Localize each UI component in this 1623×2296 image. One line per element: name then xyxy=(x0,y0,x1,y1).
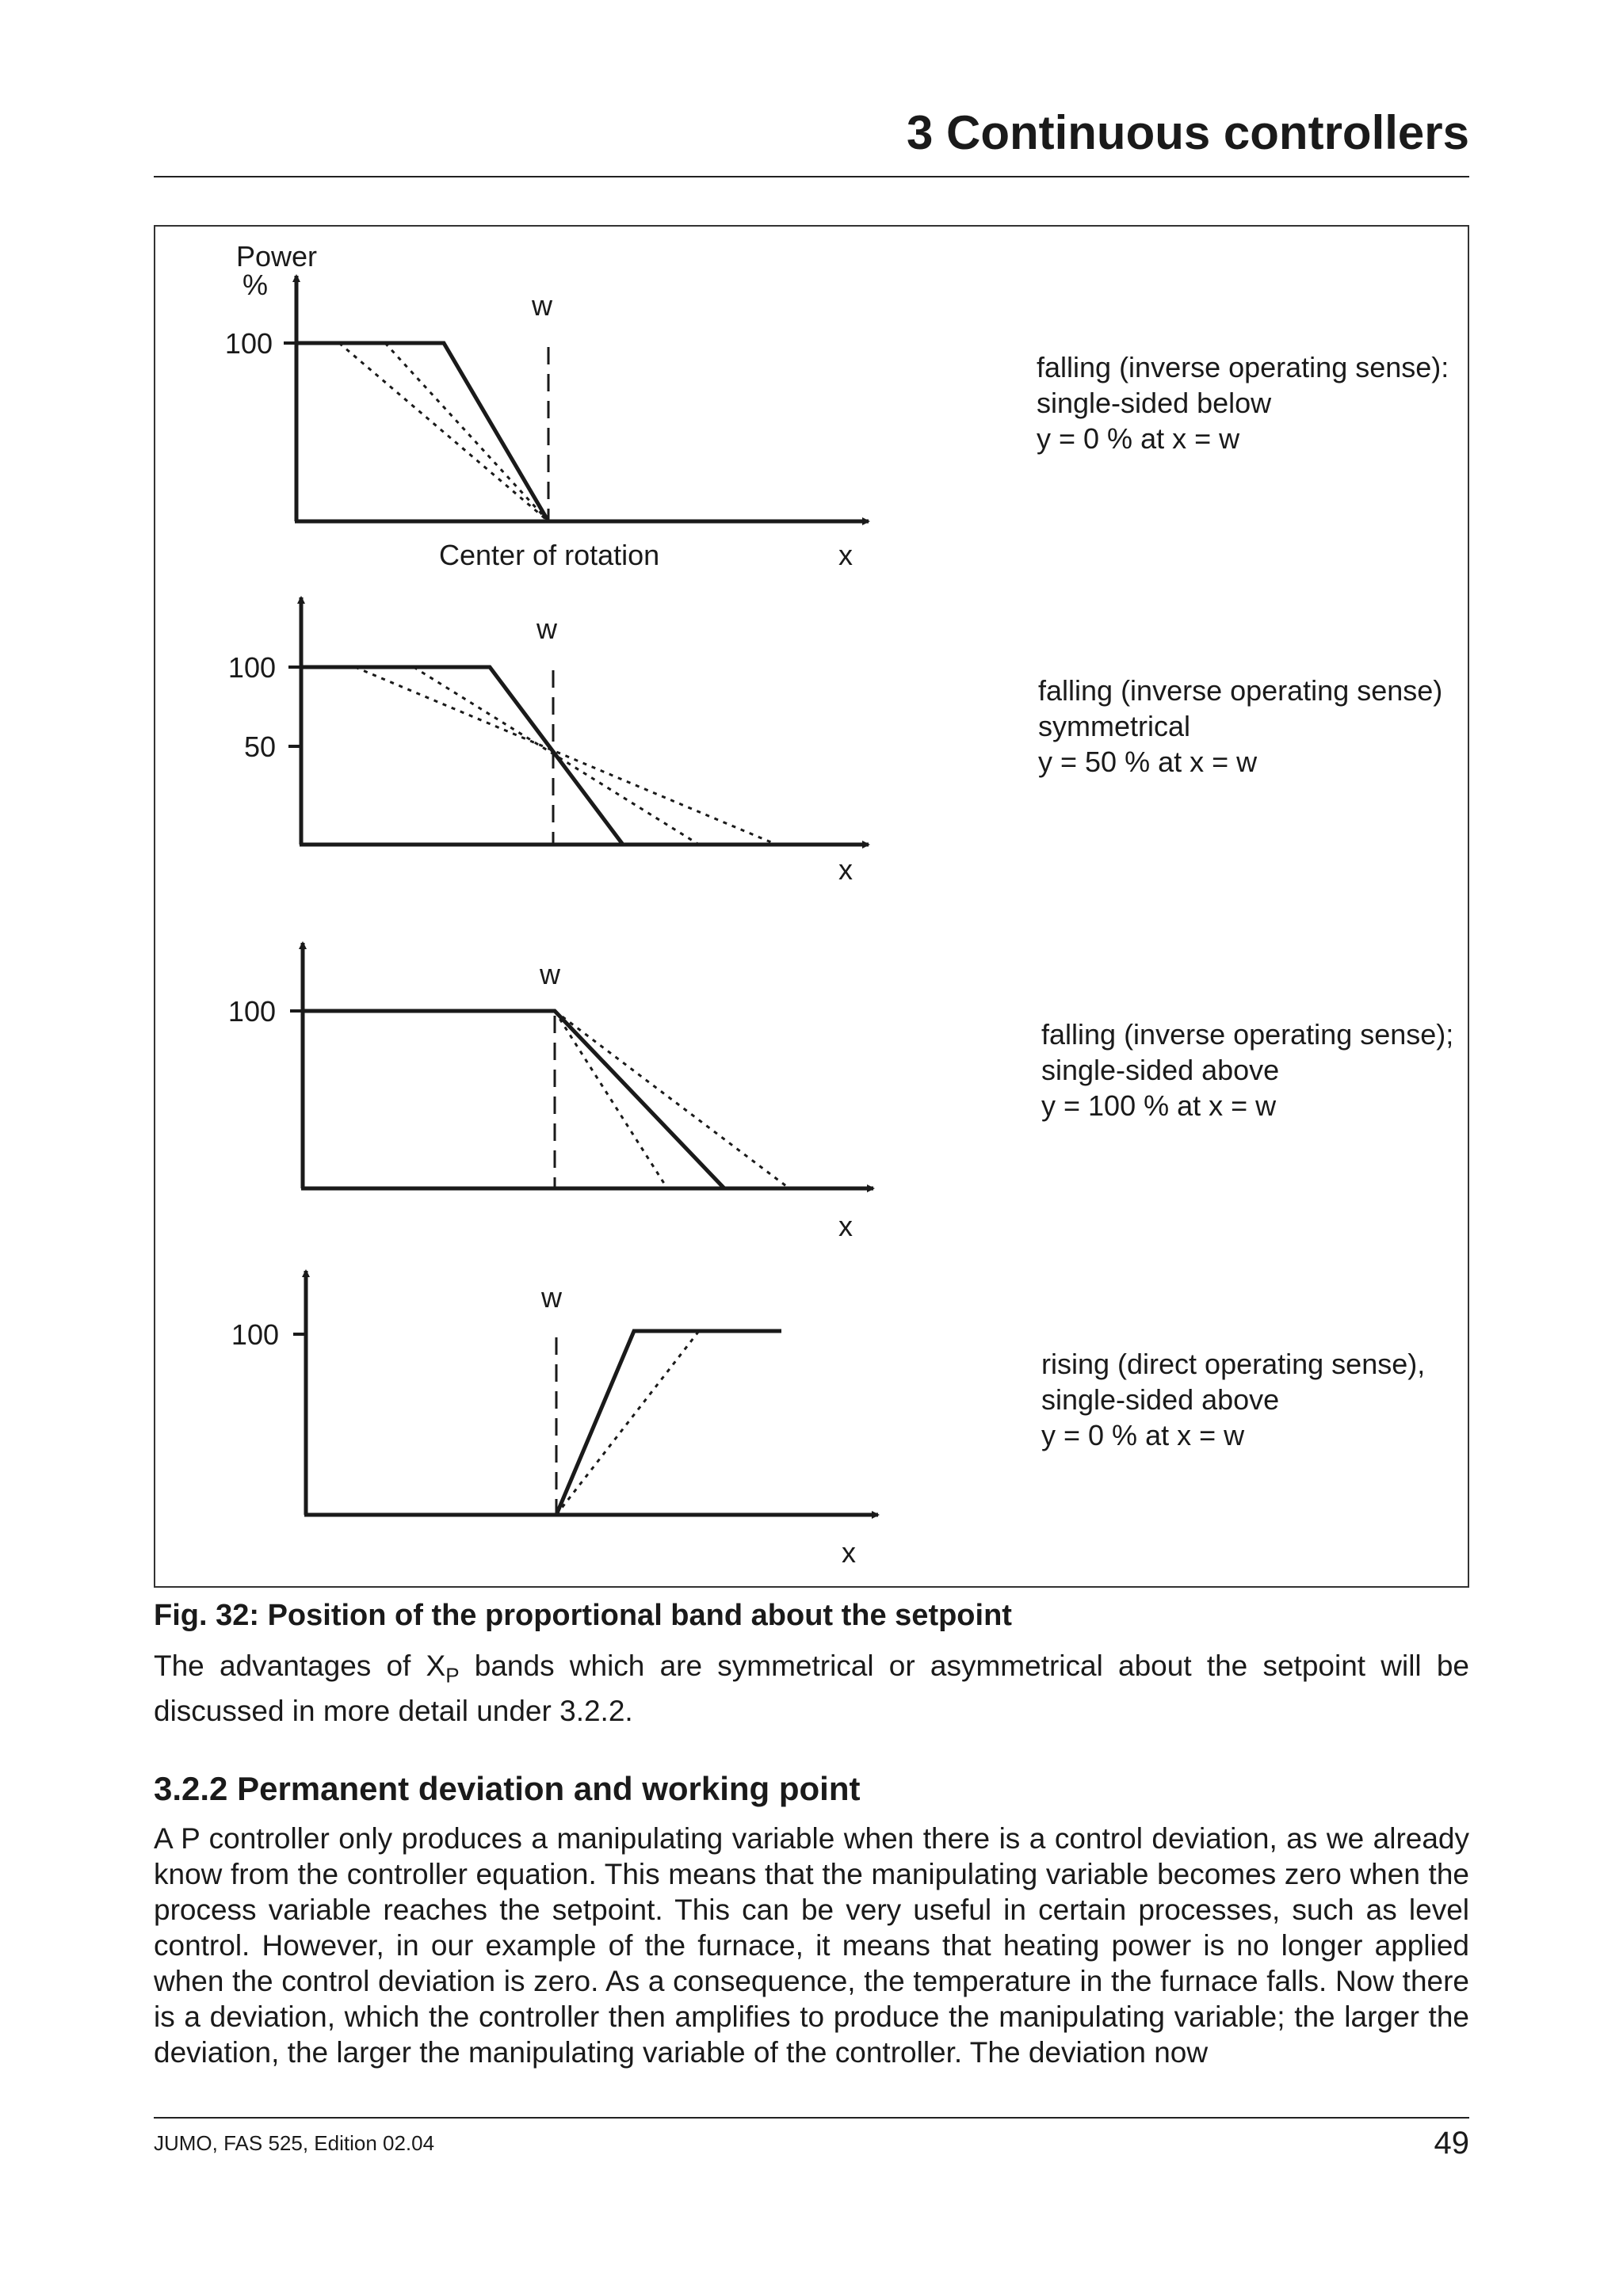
panel-2-tick-label-100: 100 xyxy=(227,651,276,684)
panel-1-tick-label-100: 100 xyxy=(224,327,273,360)
figure-32 xyxy=(154,225,1469,1588)
panel-3 xyxy=(228,943,1453,1242)
figure-diagram xyxy=(155,227,1468,1586)
panel-3-dotted-2 xyxy=(555,1011,789,1188)
panel-2-tick-label-50: 50 xyxy=(243,730,276,763)
panel-1-desc-line-1: falling (inverse operating sense): xyxy=(1037,351,1449,383)
panel-3-x-label: x xyxy=(838,1210,853,1242)
panel-1 xyxy=(225,240,1449,571)
figure-caption: Fig. 32: Position of the proportional band about the setpoint xyxy=(154,1599,1012,1632)
para1-post: bands which are symmetrical or asymmetrical about the setpoint will be discussed in more detail under 3.2.2. xyxy=(154,1650,1469,1728)
panel-4-dotted-1 xyxy=(556,1331,699,1515)
panel-2-desc-line-1: falling (inverse operating sense) xyxy=(1038,674,1443,707)
footer-rule xyxy=(154,2117,1469,2119)
panel-1-dotted-1 xyxy=(385,343,548,521)
panel-4-x-label: x xyxy=(842,1536,856,1569)
panel-1-desc-line-3: y = 0 % at x = w xyxy=(1037,422,1240,455)
panel-2-control-curve xyxy=(301,667,623,845)
panel-4-tick-label-100: 100 xyxy=(231,1318,279,1351)
panel-3-desc-line-1: falling (inverse operating sense); xyxy=(1041,1018,1454,1051)
panel-4 xyxy=(231,1271,1425,1569)
panel-4-setpoint-label: w xyxy=(541,1281,562,1314)
panel-1-control-curve xyxy=(296,343,548,521)
panel-2-desc-line-3: y = 50 % at x = w xyxy=(1038,746,1258,778)
panel-3-setpoint-label: w xyxy=(540,958,560,990)
para1-pre: The advantages of X xyxy=(154,1650,446,1682)
panel-3-tick-label-100: 100 xyxy=(227,995,276,1028)
panel-1-setpoint-label: w xyxy=(532,289,552,322)
para1-sub: P xyxy=(445,1663,460,1688)
panel-1-x-label: x xyxy=(838,539,853,571)
panel-4-desc-line-2: single-sided above xyxy=(1041,1383,1280,1416)
panel-4-desc-line-1: rising (direct operating sense), xyxy=(1041,1348,1426,1380)
panel-3-dotted-1 xyxy=(555,1011,667,1188)
page-number: 49 xyxy=(1434,2126,1469,2161)
panel-2-setpoint-label: w xyxy=(537,612,557,645)
section-heading: 3.2.2 Permanent deviation and working point xyxy=(154,1770,861,1807)
y-axis-label-percent: % xyxy=(242,269,269,301)
panel-1-desc-line-2: single-sided below xyxy=(1037,387,1272,419)
center-of-rotation-label: Center of rotation xyxy=(439,539,660,571)
panel-3-control-curve xyxy=(303,1011,724,1188)
header-rule xyxy=(154,176,1469,177)
y-axis-label-power: Power xyxy=(236,240,318,273)
intro-paragraph xyxy=(154,1648,1469,1729)
panel-3-desc-line-3: y = 100 % at x = w xyxy=(1041,1089,1277,1122)
panel-3-desc-line-2: single-sided above xyxy=(1041,1054,1280,1086)
panel-4-control-curve xyxy=(556,1331,781,1515)
panel-2 xyxy=(228,597,1442,886)
panel-2-dotted-2 xyxy=(355,667,777,845)
panel-1-dotted-2 xyxy=(339,343,548,521)
panel-2-x-label: x xyxy=(838,853,853,886)
footer-edition: JUMO, FAS 525, Edition 02.04 xyxy=(154,2131,435,2155)
body-paragraph: A P controller only produces a manipulating variable when there is a control deviation, as we already know from the controller equation. This means that the manipulating variable becomes zero when the process variable reaches the setpoint. This can be very useful in certain processes, such as level control. However, in our example of the furnace, it means that heating power is no longer applied when the control deviation is zero. As a consequence, the temperature in the furnace falls. Now there is a deviation, which the controller then amplifies to produce the manipulating variable; the larger the deviation, the larger the manipulating variable of the controller. The deviation now xyxy=(154,1822,1469,2069)
panel-2-desc-line-2: symmetrical xyxy=(1038,710,1191,742)
chapter-title: 3 Continuous controllers xyxy=(906,106,1469,159)
panel-4-desc-line-3: y = 0 % at x = w xyxy=(1041,1419,1245,1451)
